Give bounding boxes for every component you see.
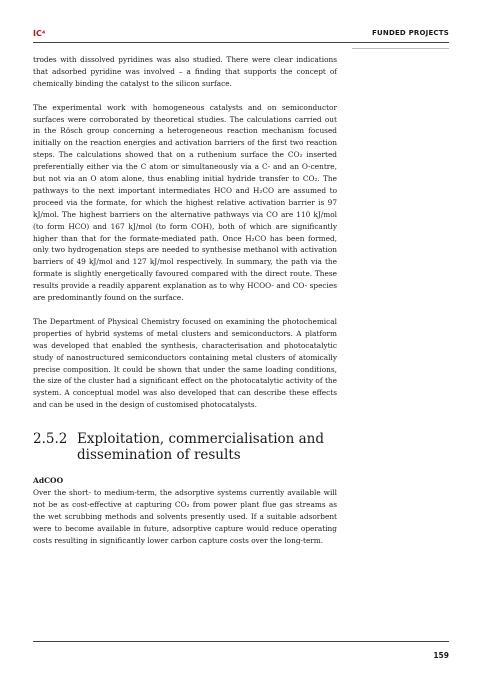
section-title: Exploitation, commercialisation and dissemination of results	[77, 431, 325, 464]
paragraph-physical-chemistry: The Department of Physical Chemistry focused on examining the photochemical properties of hybrid systems of metal clusters and semiconductors. A platform was developed that enabled the synthesis, characterisation and photocatalytic study of nanostructured semiconductors containing metal clusters of atomically precise composition. It could be shown that under the same loading conditions, the size of the cluster had a significant effect on the photocatalytic activity of the system. A conceptual model was also developed that can describe these effects and can be used in the design of customised photocatalysts.	[33, 316, 337, 410]
section-number: 2.5.2	[33, 431, 68, 448]
header-logo-text: IC⁴	[33, 29, 46, 38]
paragraph-pyridine: trodes with dissolved pyridines was also studied. There were clear indications that adsorbed pyridine was involved – a finding that supports the concept of chemically binding the catalyst to the silicon surface.	[33, 55, 337, 88]
header-divider	[33, 42, 449, 43]
main-column	[33, 54, 337, 547]
paragraph-theoretical-studies: The experimental work with homogeneous catalysts and on semiconductor surfaces were corroborated by theoretical studies. The calculations carried out in the Rösch group concerning a heterogeneous reaction mechanism focused initially on the reaction energies and activation barriers of the first two reaction steps. The calculations showed that on a ruthenium surface the CO₂ inserted preferentially either via the C atom or simultaneously via a C- and an O-centre, but not via an O atom alone, thus enabling initial hydride transfer to CO₂. The pathways to the next important intermediates HCO and H₂CO are assumed to proceed via the formate, for which the highest relative activation barrier is 97 kJ/mol. The highest barriers on the alternative pathways via CO are 110 kJ/mol (to form HCO) and 167 kJ/mol (to form COH), both of which are significantly higher than that for the formate-mediated path. Once H₂CO has been formed, only two hydrogenation steps are needed to synthesise methanol with activation barriers of 49 kJ/mol and 127 kJ/mol respectively. In summary, the path via the formate is slightly energetically favoured compared with the direct route. These results provide a readily apparent explanation as to why HCOO- and CO- species are predominantly found on the surface.	[33, 102, 337, 303]
footer-divider	[33, 641, 449, 642]
paragraph-adcoo: Over the short- to medium-term, the adsorptive systems currently available will not be as cost-effective at capturing CO₂ from power plant flue gas streams as the wet scrubbing methods and solvents presently used. If a suitable adsorbent were to become available in future, adsorptive capture would reduce operating costs resulting in significantly lower carbon capture costs over the long-term.	[33, 488, 337, 545]
section-heading	[33, 431, 337, 463]
sidebar-divider	[352, 48, 449, 49]
header-section-title: FUNDED PROJECTS	[372, 29, 449, 37]
subsection-heading: AdCOO	[33, 476, 64, 486]
page-number: 159	[433, 651, 449, 660]
